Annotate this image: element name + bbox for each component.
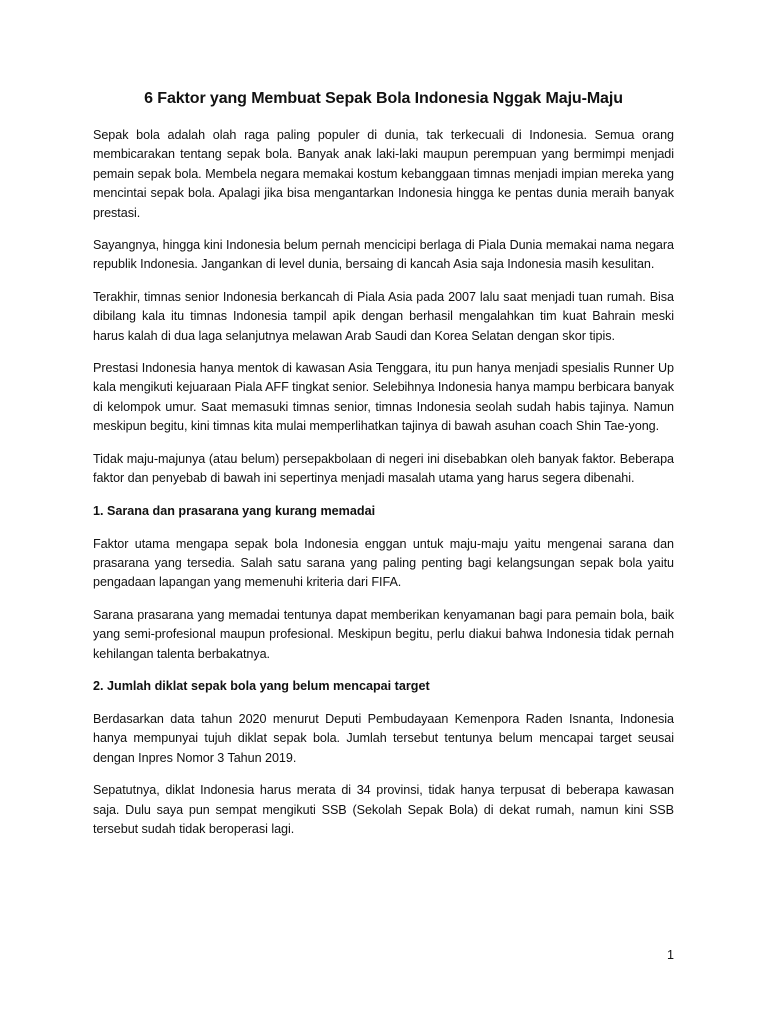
intro-paragraph: Terakhir, timnas senior Indonesia berkancah di Piala Asia pada 2007 lalu saat menjadi tuan rumah. Bisa dibilang kala itu timnas Indonesia tampil apik dengan berhasil mengalahkan tim kuat Bahrain meski harus kalah di dua laga selanjutnya melawan Arab Saudi dan Korea Selatan dengan skor tipis. xyxy=(93,289,674,343)
section-heading-2: 2. Jumlah diklat sepak bola yang belum mencapai target xyxy=(93,678,430,693)
document-title: 6 Faktor yang Membuat Sepak Bola Indonesia Nggak Maju-Maju xyxy=(144,90,623,107)
section-1-paragraph: Sarana prasarana yang memadai tentunya dapat memberikan kenyamanan bagi para pemain bola, baik yang semi-profesional maupun profesional. Meskipun begitu, perlu diakui bahwa Indonesia tidak pernah kehilangan talenta berbakatnya. xyxy=(93,607,674,661)
intro-paragraph: Sayangnya, hingga kini Indonesia belum pernah mencicipi berlaga di Piala Dunia memakai nama negara republik Indonesia. Jangankan di level dunia, bersaing di kancah Asia saja Indonesia masih kesulitan. xyxy=(93,238,674,272)
intro-paragraph: Prestasi Indonesia hanya mentok di kawasan Asia Tenggara, itu pun hanya menjadi spesialis Runner Up kala mengikuti kejuaraan Piala AFF tingkat senior. Selebihnya Indonesia hanya mampu berbicara banyak di kelompok umur. Saat memasuki timnas senior, timnas Indonesia seolah sudah habis tajinya. Namun meskipun begitu, kini timnas kita mulai memperlihatkan tajinya di bawah asuhan coach Shin Tae-yong. xyxy=(93,361,674,434)
section-heading-1: 1. Sarana dan prasarana yang kurang memadai xyxy=(93,503,376,518)
intro-paragraph: Sepak bola adalah olah raga paling populer di dunia, tak terkecuali di Indonesia. Semua orang membicarakan tentang sepak bola. Banyak anak laki-laki maupun perempuan yang bermimpi menjadi pemain sepak bola. Membela negara memakai kostum kebanggaan timnas menjadi impian mereka yang mencintai sepak bola. Apalagi jika bisa mengantarkan Indonesia hingga ke pentas dunia meraih banyak prestasi. xyxy=(93,128,674,220)
section-1-paragraph: Faktor utama mengapa sepak bola Indonesia enggan untuk maju-maju yaitu mengenai sarana dan prasarana yang tersedia. Salah satu sarana yang paling penting bagi kelangsungan sepak bola yaitu pengadaan lapangan yang memenuhi kriteria dari FIFA. xyxy=(93,536,674,590)
page-number: 1 xyxy=(666,948,674,962)
section-2-paragraph: Sepatutnya, diklat Indonesia harus merata di 34 provinsi, tidak hanya terpusat di beberapa kawasan saja. Dulu saya pun sempat mengikuti SSB (Sekolah Sepak Bola) di dekat rumah, namun kini SSB tersebut sudah tidak beroperasi lagi. xyxy=(93,783,674,836)
section-2-paragraph: Berdasarkan data tahun 2020 menurut Deputi Pembudayaan Kemenpora Raden Isnanta, Indonesia hanya mempunyai tujuh diklat sepak bola. Jumlah tersebut tentunya belum mencapai target seusai dengan Inpres Nomor 3 Tahun 2019. xyxy=(93,711,674,765)
intro-paragraph: Tidak maju-majunya (atau belum) persepakbolaan di negeri ini disebabkan oleh banyak faktor. Beberapa faktor dan penyebab di bawah ini sepertinya menjadi masalah utama yang harus segera dibenahi. xyxy=(93,451,674,486)
document-body xyxy=(93,88,674,852)
